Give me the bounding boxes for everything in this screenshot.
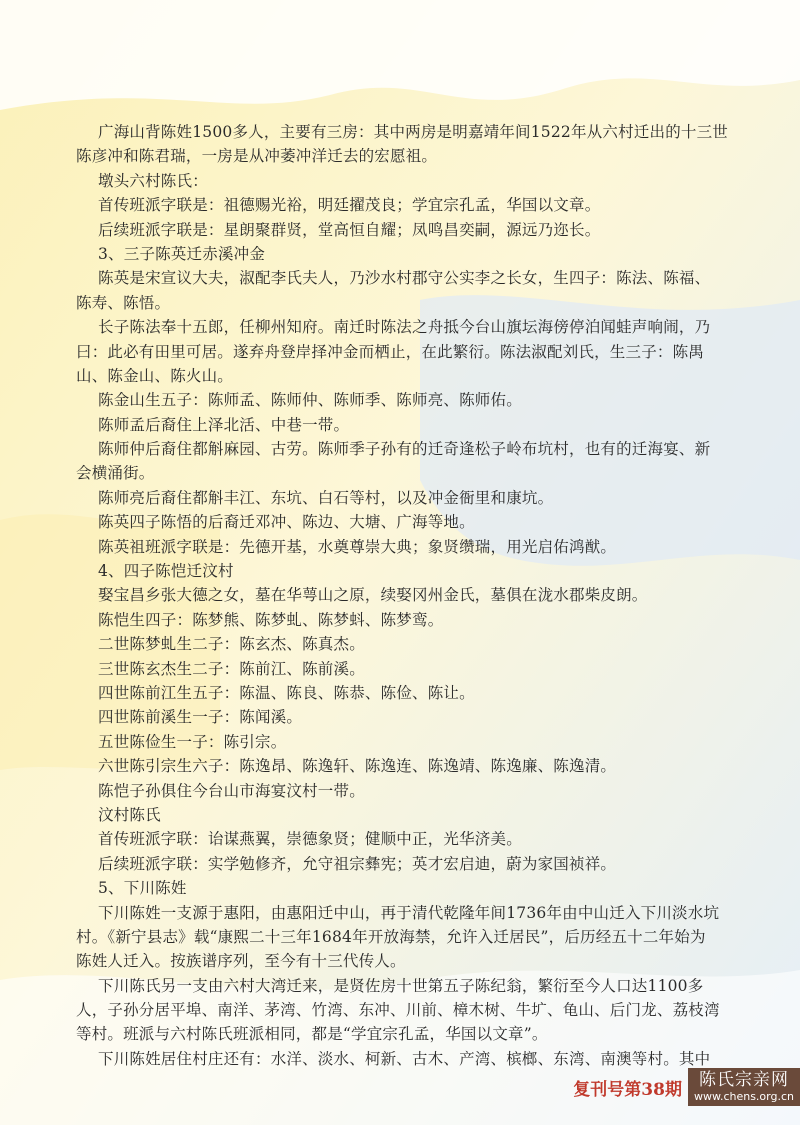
text-line: 娶宝昌乡张大德之女，墓在华萼山之原，续娶冈州金氏，墓俱在泷水郡柴皮朗。	[98, 586, 648, 605]
text-line: 人，子孙分居平埠、南洋、茅湾、竹湾、东冲、川前、樟木树、牛圹、龟山、后门龙、荔枝湾	[76, 1001, 720, 1020]
watermark-title: 陈氏宗亲网	[698, 1070, 789, 1090]
issue-label: 复刊号第38期	[573, 1079, 682, 1100]
text-line: 长子陈法奉十五郎，任柳州知府。南迁时陈法之舟抵今台山旗坛海傍停泊闻蛙声响闹，乃	[98, 318, 711, 337]
text-line: 下川陈姓居住村庄还有：水洋、淡水、柯新、古木、产湾、槟榔、东湾、南澳等村。其中	[98, 1049, 711, 1068]
text-line: 3、三子陈英迁赤溪冲金	[98, 244, 266, 263]
text-line: 陈英祖班派字联是：先德开基，水奠尊崇大典；象贤缵瑞，用光启佑鸿猷。	[98, 537, 617, 556]
text-line: 四世陈前江生五子：陈温、陈良、陈恭、陈俭、陈让。	[98, 683, 475, 702]
text-line: 三世陈玄杰生二子：陈前江、陈前溪。	[98, 659, 365, 678]
text-line: 会横涌街。	[76, 464, 155, 483]
text-line: 陈恺生四子：陈梦熊、陈梦虬、陈梦蚪、陈梦鸾。	[98, 610, 444, 629]
text-line: 山、陈金山、陈火山。	[76, 366, 234, 385]
text-line: 五世陈俭生一子：陈引宗。	[98, 732, 287, 751]
text-line: 汶村陈氏	[98, 805, 161, 824]
text-line: 陈英是宋宣议大夫，淑配李氏夫人，乃沙水村郡守公实李之长女，生四子：陈法、陈福、	[98, 269, 711, 288]
text-line: 陈彦冲和陈君瑞，一房是从冲萎冲洋迁去的宏愿祖。	[76, 147, 438, 166]
text-line: 后续班派字联：实学勉修齐，允守祖宗彝宪；英才宏启迪，蔚为家国祯祥。	[98, 854, 617, 873]
text-line: 5、下川陈姓	[98, 879, 187, 898]
text-line: 4、四子陈恺迁汶村	[98, 562, 234, 581]
text-line: 墩头六村陈氏：	[98, 171, 208, 190]
text-line: 广海山背陈姓1500多人，主要有三房：其中两房是明嘉靖年间1522年从六村迁出的十三世	[98, 123, 728, 141]
text-line: 六世陈引宗生六子：陈逸昂、陈逸轩、陈逸连、陈逸靖、陈逸廉、陈逸清。	[98, 757, 617, 776]
text-line: 首传班派字联：诒谋燕翼，崇德象贤；健顺中正，光华济美。	[98, 830, 522, 849]
text-line: 下川陈氏另一支由六村大湾迁来，是贤佐房十世第五子陈纪翁，繁衍至今人口达1100多	[98, 976, 704, 995]
text-line: 村。《新宁县志》载“康熙二十三年1684年开放海禁，允许入迁居民”，后历经五十二年始为	[76, 927, 706, 946]
text-line: 陈英四子陈悟的后裔迁邓冲、陈边、大塘、广海等地。	[98, 513, 475, 532]
text-line: 陈师孟后裔住上泽北活、中巷一带。	[98, 415, 350, 434]
text-line: 首传班派字联是：祖德赐光裕，明廷擢茂良；学宜宗孔孟，华国以文章。	[98, 196, 601, 215]
text-line: 后续班派字联是：星朗聚群贤，堂高恒自耀；凤鸣昌奕嗣，源远乃迩长。	[98, 220, 601, 239]
text-line: 曰：此必有田里可居。遂弃舟登岸择冲金而栖止，在此繁衍。陈法淑配刘氏，生三子：陈禺	[76, 342, 705, 361]
text-line: 陈寿、陈悟。	[76, 293, 171, 312]
text-line: 等村。班派与六村陈氏班派相同，都是“学宜宗孔孟，华国以文章”。	[76, 1025, 548, 1044]
page-footer	[573, 1067, 800, 1107]
text-line: 二世陈梦虬生二子：陈玄杰、陈真杰。	[98, 635, 365, 654]
text-line: 下川陈姓一支源于惠阳，由惠阳迁中山，再于清代乾隆年间1736年由中山迁入下川淡水坑	[98, 903, 720, 922]
text-line: 陈师亮后裔住都斛丰江、东坑、白石等村，以及冲金衙里和康坑。	[98, 488, 554, 507]
watermark-url: www.chens.org.cn	[693, 1090, 794, 1103]
text-line: 陈姓人迁入。按族谱序列，至今有十三代传人。	[76, 952, 406, 971]
text-line: 四世陈前溪生一子：陈闻溪。	[98, 708, 303, 727]
text-line: 陈金山生五子：陈师孟、陈师仲、陈师季、陈师亮、陈师佑。	[98, 391, 522, 410]
article-body	[76, 120, 738, 1071]
text-line: 陈恺子孙俱住今台山市海宴汶村一带。	[98, 781, 365, 800]
text-line: 陈师仲后裔住都斛麻园、古劳。陈师季子孙有的迁奇逢松子岭布坑村，也有的迁海宴、新	[98, 440, 711, 459]
site-watermark	[688, 1068, 800, 1106]
